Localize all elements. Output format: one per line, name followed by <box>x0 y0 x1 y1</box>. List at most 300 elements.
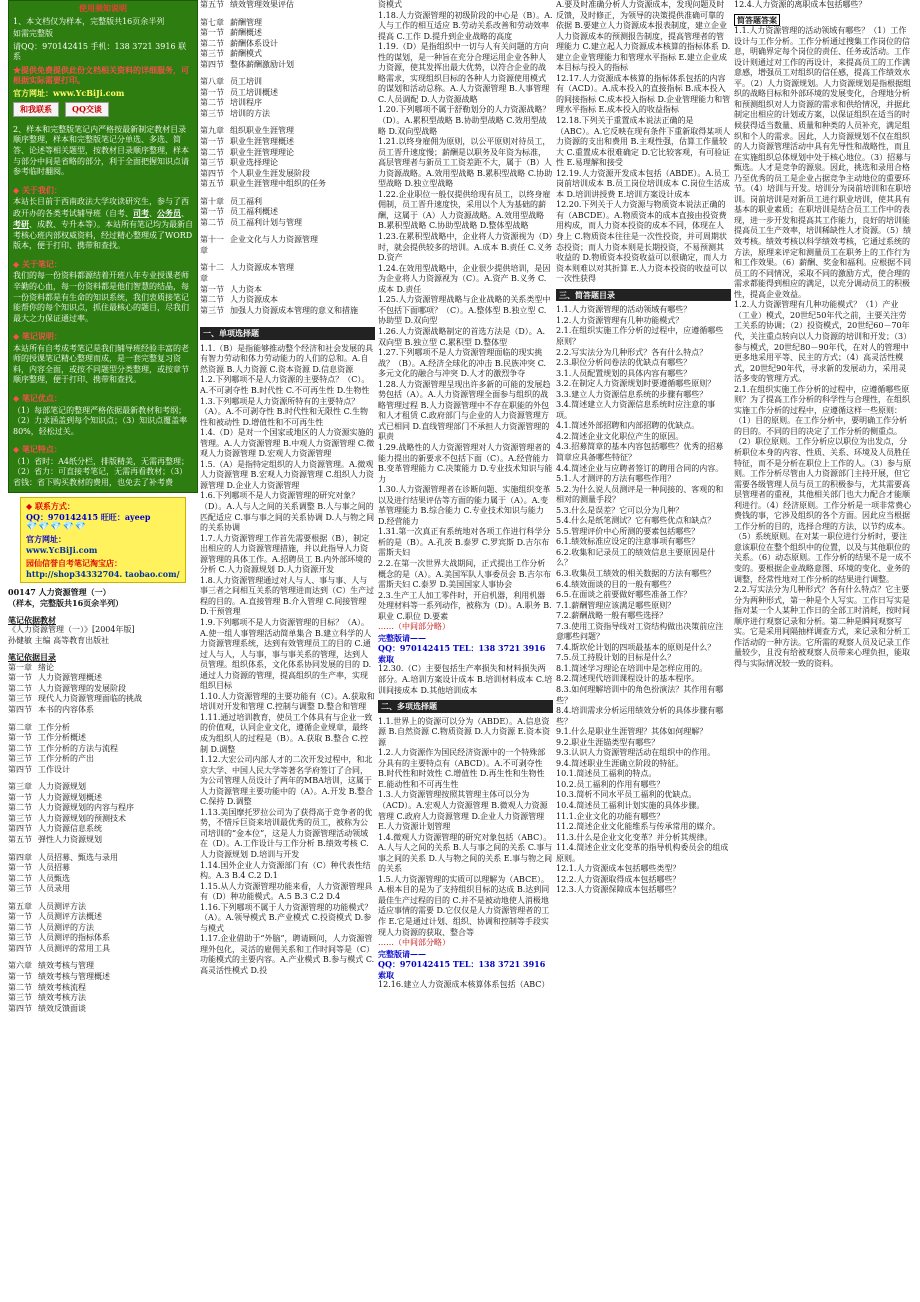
toc-title: 人力资源规划概述 <box>38 792 102 802</box>
toc-title: 人力资源管理概述 <box>38 673 102 683</box>
question-item: A.要及时准确分析人力资源成本，发现问题及时反馈，及时修正，为领导的决策提供准确可靠的依据 B.要建立人力资源成本报表制度，建立企业人力资源成本的预测报告制度，提高管理者的管理能力 C.建立起人力资源成本核算的指标体系 D.建立企业管理能力和管理水平指标 E.建立企业成本目标与投入的指标 <box>556 0 731 73</box>
toc-number: 第二节 <box>8 922 32 932</box>
toc-number: 第十二章 <box>200 263 224 284</box>
toc-title: 人力资本 <box>230 284 262 294</box>
toc-number: 第一节 <box>8 792 32 802</box>
question-item: 2.3.职位分析问卷法的优缺点有哪些？ <box>556 358 692 368</box>
question-item: 1.14.国外企业人力资源部门有（C）种代表性结构。A.3 B.4 C.2 D.1 <box>200 860 371 881</box>
toc-title: 绩效考核与管理 <box>38 961 94 971</box>
site-label: 官方网址： <box>13 87 53 98</box>
question-item: 7.3.使用工资指导线对工资结构做出决策前应注意哪些问题？ <box>556 621 724 642</box>
toc-title: 绩效考核方法 <box>38 993 86 1003</box>
question-item: 资模式 <box>378 0 402 9</box>
toc-item <box>200 295 375 306</box>
question-item: 1.12.大宏公司内部人才的二次开发过程中，和北京大学、中国人民大学等著名学府签订了合同，为公司管理人员设计了两年的MBA培训，这属于人力资源管理主要功能中的（A）。A.开发 B.整合 C.保持 D.调整 <box>200 755 374 807</box>
toc-item <box>200 60 375 71</box>
toc-number: 第二节 <box>8 683 32 693</box>
toc-title: 培训的方法 <box>230 108 270 118</box>
toc-title: 员工福利 <box>230 196 262 206</box>
toc-title: 人员招募 <box>38 863 70 873</box>
question-item: 6.2.收集和记录员工的绩效信息主要原因是什么？ <box>556 547 716 568</box>
question-item: 1.22.企业职位一般仅提供给现有员工，以终身雇佣制，员工晋升速度快，采用以个人为基础的薪酬，这属于（A）人力资源战略。A.效用型战略 B.累积型战略 C.协助型战略 D.整体型战略 <box>378 189 551 231</box>
toc-item <box>200 148 375 159</box>
question-list <box>734 0 914 11</box>
question-item: 1.28.人力资源管理呈现出许多新的可能的发展趋势包括（A）。A.人力资源管理全面参与组织的战略管理过程 B.人力资源管理中不存在职能的外包和人才租赁 C.政府部门与企业的人力资源管理方式已相同 D.直线管理部门不承担人力资源管理的职责 <box>378 379 551 442</box>
notice-box <box>8 0 198 493</box>
toc-item <box>200 49 375 60</box>
toc-item <box>8 933 198 944</box>
notes-paragraph: 我们的每一份资料都源结着开班八年专业授课老师辛勤的心血，每一份资料都是他们智慧的结晶，每一份资料都是有生命的知识系统，我们衷质接笔记能帮你的每个知识点，抓住最核心的题目，尽我们最大之力保证通过率。 <box>13 271 189 323</box>
toc-title: 人员招募、甄选与录用 <box>38 852 118 862</box>
toc-number: 第三节 <box>8 933 32 943</box>
toc-number: 第三节 <box>200 305 224 315</box>
toc-title: 工作分析 <box>38 722 70 732</box>
course-title: 00147 人力资源管理（一） <box>8 587 111 598</box>
toc-item <box>8 983 198 994</box>
question-item: 10.3.简析不同水平员工福利的优缺点。 <box>556 790 697 800</box>
site-label: 官方网址： <box>26 534 66 545</box>
section-heading: 三、简答题目录 <box>556 289 731 302</box>
toc-title: 人力资源规划 <box>38 782 86 792</box>
toc-title: 人力资源成本 <box>230 295 278 305</box>
question-item: 1.1.人力资源管理的活动领域有哪些？ <box>556 305 692 315</box>
toc-number: 第四节 <box>200 168 224 178</box>
toc-number: 第七章 <box>200 17 224 27</box>
site-link[interactable]: www.YcBiJi.com <box>26 544 98 555</box>
link-gongwuyuan[interactable]: 公务员 <box>157 207 181 218</box>
toc-number: 第三节 <box>8 993 32 1003</box>
toc-item <box>8 993 198 1004</box>
toc-item <box>8 694 198 705</box>
toc-title: 绩效考核与管理概述 <box>38 971 110 981</box>
toc-item <box>200 179 375 190</box>
toc-item <box>8 803 198 814</box>
question-item: 11.2.简述企业文化能维系与传承常用的媒介。 <box>556 822 721 832</box>
toc-item <box>200 285 375 296</box>
toc-title: 人力资源管理的发展阶段 <box>38 683 126 693</box>
question-item: 1.11.通过培训教育，使员工个体具有与企业一致的价值观，认同企业文化，遵循企业规章，最终成为组织人的过程是（B）。A.获取 B.整合 C.控制 D.调整 <box>200 712 373 754</box>
toc-item <box>8 853 198 864</box>
answer-item: 1.1.人力资源管理的活动领域有哪些？（1）工作设计与工作分析。工作分析通过搜集工作岗位的信息，明确界定每个岗位的责任、任务或活动。工作设计则通过对工作的再设计，来提高员工的工作满意感，增强员工对组织的信任感，提高工作绩效水平。（2）人力资源规划。人力资源规划是指根据组织的战略目标和外部环境的发展变化，合理地分析和预测组织对人力资源的需求和供给情况，并据此制定出相应的计划或方案，以保证组织在适当的时候获得适当数量、质量和种类的人员补充，满足组织和个人的需求。因此，人力资源规划不仅在组织的人力资源管理活动中具有先导性和战略性，而且在实施组织总体规划中处于核心地位。（3）招募与甄选。人才是竞争的源泉。因此，挑选和录用合格乃至优秀的员工是企业占据竞争主动地位的重要环节。（4）培训与开发。培训分为岗前培训和在职培训。岗前培训是对新员工进行职业培训，使其具有基本的职业素质；在职培训是结合员工工作中的表现，进一步开发和提高其工作能力，良好的培训能提高员工生产效率，培训稀缺性人才资源。（5）绩效考核。绩效考核以科学绩效考核，它通过系统的方法，原理来评定和测量员工在职务上的工作行为和工作效果。（6）薪酬、奖金和福利。应根据不同员工的不同情况，采取不同的激励方式，使合理的需求都能得到相应的满足，以充分调动员工的积极性，提高企业效益。 <box>734 26 912 299</box>
full-version-label: 完整版请—— <box>378 632 426 643</box>
toc-item <box>8 961 198 972</box>
question-item: 1.3.人力资源管理按照其管理主体可以分为（ACD）。A.宏观人力资源管理 B.微观人力资源管理 C.政府人力资源管理 D.企业人力资源管理 E.人力资源计划管理 <box>378 790 548 832</box>
toc-item <box>8 944 198 955</box>
toc-title: 人员测评的方法 <box>38 922 94 932</box>
toc-item <box>200 169 375 180</box>
toc-number: 第二节 <box>8 743 32 753</box>
toc-title: 薪酬概述 <box>230 28 262 38</box>
toc-number: 第四节 <box>8 704 32 714</box>
toc-title: 人员测评方法 <box>38 901 86 911</box>
contact-heading: ◆ 联系方式： <box>26 501 75 512</box>
question-item: 10.4.简述员工福利计划实施的具体步骤。 <box>556 801 705 811</box>
question-item: 12.16.建立人力资源成本核算体系包括（ABC） <box>378 980 550 990</box>
column-5 <box>734 0 914 1302</box>
toc-number: 第二节 <box>200 98 224 108</box>
toc-number: 第一章 <box>8 662 32 672</box>
full-version-contact: QQ：970142415 TEL：138 3721 3916 索取 <box>378 959 546 980</box>
toc-number: 第二节 <box>200 217 224 227</box>
question-item: 7.2.薪酬战略一般有哪些选择？ <box>556 611 668 621</box>
column-3 <box>378 0 553 1302</box>
question-item: 1.1.（B）是指能够推动整个经济和社会发展的具有智力劳动和体力劳动能力的人们的总和。A.自然资源 B.人力资源 C.资本资源 D.信息资源 <box>200 343 374 374</box>
toc-title: 整体薪酬激励计划 <box>230 59 294 69</box>
toc-number: 第四节 <box>8 1003 32 1013</box>
question-item: 1.31.第一次真正有系统地对各项工作进行科学分析的是（B）。A.孔茨 B.泰罗 C.罗宾斯 D.吉尔布雷斯夫妇 <box>378 527 551 558</box>
toc-title: 人员录用 <box>38 884 70 894</box>
toc-title: 职业生涯管理中组织的任务 <box>230 179 326 189</box>
toc-item <box>200 197 375 208</box>
contact-qq: QQ：970142415 旺旺：ayeep <box>26 511 151 522</box>
toc-number: 第五节 <box>200 0 224 9</box>
toc-number: 第三节 <box>200 49 224 59</box>
toc-item <box>8 765 198 776</box>
question-item: 6.3.收集员工绩效的相关数据的方法有哪些？ <box>556 568 716 578</box>
notes-paragraph: （1）每部笔记的整理严格依据最新教材和考纲；（2）力求涵盖到每个知识点；（3）知识点覆盖率80%，轻松过关。 <box>13 405 188 436</box>
omitted-marker: ……（中间部分略） <box>378 622 450 632</box>
toc-number: 第五节 <box>8 834 32 844</box>
question-item: 3.2.在制定人力资源规划时要遵循哪些原则？ <box>556 379 716 389</box>
toc-item <box>200 28 375 39</box>
toc-title: 弹性人力资源规划 <box>38 834 102 844</box>
toc-title: 员工培训 <box>230 77 262 87</box>
question-list <box>556 0 731 285</box>
section-heading: 二、多项选择题 <box>378 700 553 713</box>
toc-title: 培训程序 <box>230 98 262 108</box>
toc-item <box>8 814 198 825</box>
question-item: 1.18.人力资源管理的初级阶段的中心是（B）。A.人与工作的相互适应 B.劳动关系改善和劳动效率提高 C.工作 D.提升到企业战略的高度 <box>378 10 553 41</box>
toc-item <box>200 137 375 148</box>
notice-line: ★提供免费提供此份文档相关资料的详细服务，可根据实际需要打印。 <box>13 64 189 86</box>
section-heading: ◆ 笔记特点： <box>13 444 62 455</box>
toc-number: 第五节 <box>200 179 224 189</box>
toc-number: 第三章 <box>8 782 32 792</box>
contact-box <box>20 497 186 583</box>
question-item: 2.1.在组织实施工作分析的过程中，应遵循哪些原则？ <box>556 326 724 346</box>
toc-number: 第二节 <box>8 982 32 992</box>
question-item: 12.3.人力资源保障成本包括哪些？ <box>556 885 681 895</box>
toc-number: 第三节 <box>8 884 32 894</box>
question-item: 10.2.员工福利的作用有哪些？ <box>556 779 665 789</box>
question-item: 1.4.微观人力资源管理的研究对象包括（ABC）。A.人与人之间的关系 B.人与事之间的关系 C.事与事之间的关系 D.人与物之间的关系 E.事与物之间的关系 <box>378 832 553 874</box>
question-item: 9.1.什么是职业生涯管理？其体如何理解？ <box>556 727 708 737</box>
toc-number: 第一节 <box>8 673 32 683</box>
toc-item <box>8 884 198 895</box>
contact-logos <box>9 100 197 119</box>
question-item: 1.8.人力资源管理通过对人与人、事与事、人与事三者之间相互关系的管理进而达到（C）生产过程的目的。A.直接管理 B.介入管理 C.间接管理 D.干预管理 <box>200 575 375 617</box>
toc-number: 第四节 <box>200 59 224 69</box>
question-list <box>378 980 553 991</box>
toc-heading: 笔记依据目录 <box>8 652 56 663</box>
toc-item <box>200 77 375 88</box>
toc-title: 人力资源成本管理 <box>230 263 294 273</box>
toc-number: 第十一章 <box>200 235 224 255</box>
toc-title: 职业生涯管理理论 <box>230 147 294 157</box>
toc-number: 第二章 <box>8 722 32 732</box>
toc-title: 绩效反馈面谈 <box>38 1003 86 1013</box>
link-sikao[interactable]: 司考 <box>133 207 149 218</box>
question-item: 1.1.世界上的资源可以分为（ABDE）。A.信息资源 B.自然资源 C.物质资源 D.人力资源 E.资本资源 <box>378 716 551 747</box>
question-item: 1.23.在累积型战略中，企业将人力资源视为（D）时，就会提供较多的培训。A.成本 B.责任 C.义务 D.资产 <box>378 232 553 263</box>
diamond-rating-icon: 💎💎💎💎💎 <box>26 522 88 533</box>
question-item: 5.3.什么是误差？它可以分为几种？ <box>556 505 684 515</box>
toc-number: 第三节 <box>8 694 32 704</box>
answer-item: 1.2.人力资源管理有几种功能模式？（1）产业（工业）模式，20世纪50年代之前，主要关注劳工关系的协调；（2）投资模式，20世纪60－70年代，关注重点转向以人力资源的培训和开发；（3）参与模式，20世纪80－90年代，在对人的管理中更多地采用平等、民主的方式；（4）高灵活性模式，20世纪90年代，寻求新的发展动力，采用灵活多变的管理方式。 <box>734 300 912 384</box>
question-item: 12.30.（C）主要包括生产率损失和材料损失两部分。A.培训方案设计成本 B.培训材料成本 C.培训间接成本 D.其他培训成本 <box>378 664 553 695</box>
toc-item <box>200 88 375 99</box>
notice-line: 请QQ：970142415 手机：138 3721 3916 联系 <box>13 41 187 62</box>
question-item: 11.1.企业文化的功能有哪些？ <box>556 811 665 821</box>
question-item: 8.2.简述现代培训课程设计的基本程序。 <box>556 674 700 684</box>
toc-number: 第五章 <box>8 901 32 911</box>
toc-number: 第一节 <box>200 284 224 294</box>
toc-item <box>8 782 198 793</box>
question-item: 9.4.简述职业生涯确立阶段的特征。 <box>556 758 684 768</box>
question-item: 1.5.（A）是指特定组织的人力资源管理。A.微观人力资源管理 B.宏观人力资源管理 C.组织人力资源管理 D.企业人力资源管理 <box>200 459 374 490</box>
toc-item <box>8 912 198 923</box>
toc-number: 第三节 <box>8 754 32 764</box>
question-item: 3.1.人员配置规划的具体内容有哪些？ <box>556 368 692 378</box>
question-item: 9.3.认识人力资源管理活动在组织中的作用。 <box>556 748 716 758</box>
question-item: 1.25.人力资源管理战略与企业战略的关系类型中不包括下面哪项？（C）。A.整体型 B.独立型 C.协助型 D.双向型 <box>378 295 551 326</box>
basis-heading: 笔记依据教材 <box>8 614 56 625</box>
toc-title: 本书的内容体系 <box>38 704 94 714</box>
toc-item <box>200 158 375 169</box>
notes-paragraph: （1）省时：A4纸分栏，排版精美，无需再整理；（2）省力：可直接考笔记，无需再看教材；（3）省钱：省下购买教材的费用，也免去了补考费 <box>13 456 189 487</box>
contact-me-button[interactable]: 和我联系 <box>13 102 59 117</box>
toc-number: 第二节 <box>200 147 224 157</box>
toc-title: 人力资源规划的预测技术 <box>38 813 126 823</box>
basis-line: 《人力资源管理（一）》[2004年版] <box>8 625 135 635</box>
toc-item <box>200 0 375 11</box>
toc-title: 薪酬管理 <box>230 17 262 27</box>
question-item: 1.6.下列哪项不是人力资源管理的研究对象？（D）。A.人与人之间的关系调整 B.人与事之间的匹配适应 C.事与事之间的关系协调 D.人与物之间的关系协调 <box>200 491 375 533</box>
notes-paragraph: 本站所有自考成考笔记是我们辅导班经验丰富的老师的授课笔记精心整理而成，是一套完整复习资料，内容全面，或按不同题型分类整理，或按章节顺序整理，便于打印、携带和查找。 <box>13 343 189 385</box>
section-heading: 简答题答案 <box>734 14 780 27</box>
omitted-marker: ……（中间部分略） <box>378 938 450 948</box>
section-heading: 一、单项选择题 <box>200 327 375 340</box>
site-link[interactable]: www.YcBiJi.com <box>53 87 125 98</box>
question-item: 1.5.人力资源管理的实质可以理解为（ABCE）。A.根本目的是为了支持组织目标的达成 B.达到同最佳生产过程的目的 C.并不是被动地使人消极地适应事情的需要 D.它仅仅是人力资源管理者的工作 E.它是通过计划、组织、协调和控制等手段实现人力资源的获取、整合等 <box>378 874 550 937</box>
toc-item <box>8 673 198 684</box>
question-item: 11.4.简述企业文化变革的指导机构委员会的组成原则。 <box>556 843 729 863</box>
question-item: 1.26.人力资源战略制定的首选方法是（D）。A.双向型 B.独立型 C.累积型 D.整体型 <box>378 326 546 347</box>
question-item: 5.2.为什么说人员测评是一种间接的、客观的和相对的测量手段？ <box>556 484 724 505</box>
question-item: 8.3.如何理解培训中的角色扮演法？其作用有哪些？ <box>556 685 724 705</box>
toc-title: 人力资源规划的内容与程序 <box>38 803 134 813</box>
toc-number: 第十章 <box>200 196 224 206</box>
toc-item <box>200 263 375 284</box>
toc-item <box>8 824 198 835</box>
question-list <box>378 717 553 938</box>
question-item: 2.2.写实法分为几种形式？各有什么特点？ <box>556 347 708 357</box>
question-item: 1.2.人力资源管理有几种功能模式？ <box>556 315 684 325</box>
column-1 <box>8 0 198 1302</box>
section-heading: ◆ 关于笔记： <box>13 258 62 269</box>
toc-title: 工作分析的产出 <box>38 754 94 764</box>
toc-number: 第一节 <box>200 87 224 97</box>
question-list <box>200 344 375 977</box>
question-item: 7.1.薪酬管理应该满足哪些原则？ <box>556 600 676 610</box>
toc-title: 人员甄选 <box>38 873 70 883</box>
course-subtitle: （样本，完整版共16页余半列） <box>8 598 124 609</box>
link-kaoyan[interactable]: 考研 <box>13 219 29 230</box>
question-item: 10.1.简述员工福利的特点。 <box>556 769 657 779</box>
toc-title: 工作分析的方法与流程 <box>38 743 118 753</box>
toc-item <box>200 235 375 256</box>
question-item: 1.24.在效用型战略中，企业很少提供培训，是因为企业将人力资源视为（C）。A.资产 B.义务 C.成本 D.责任 <box>378 263 551 294</box>
toc-number: 第四章 <box>8 852 32 862</box>
section-heading: ◆ 笔记优点： <box>13 392 62 403</box>
toc-title: 个人职业生涯发展阶段 <box>230 168 310 178</box>
toc-title: 薪酬模式 <box>230 49 262 59</box>
question-item: 12.20.下列关于人力资源与物质资本说法正确的有（ABCDE）。A.物质资本的成本直接由投资费用构成，而人力资本投资的成本不同，体现在人身上 C.物质资本往往是一次性投资，并可周期状态投资；而人力资本则是长期投资，不易预测其收益的 D.物质资本投资收益可以很确定，而人力资本则难以对其折算 E.人力资本投资的收益可以一次性获得 <box>556 200 728 284</box>
question-item: 2.2.在第一次世界大战期间，正式提出工作分析概念的是（A）。A.美国军队人事委员会 B.吉尔布雷斯夫妇 C.泰罗 D.美国国家人事协会 <box>378 558 552 590</box>
question-item: 5.4.什么是纸笔测试？它有哪些优点和缺点？ <box>556 516 716 526</box>
toc-title: 工作设计 <box>38 764 70 774</box>
toc-number: 第一节 <box>200 207 224 217</box>
question-item: 12.18.下列关于重置成本说法正确的是（ABC）。A.它反映在现有条件下重新取得某项人力资源的支出和费用 B.主观性强，估算工作量较大 C.重置成本很难确定 D.它比较客观，有可验证性 E.易理解和接受 <box>556 116 731 168</box>
toc-number: 第四节 <box>8 824 32 834</box>
toc-item <box>200 126 375 137</box>
question-item: 7.4.斯坎伦计划的四项最基本的原则是什么？ <box>556 642 716 652</box>
question-item: 4.2.简述企业文化职位产生的原因。 <box>556 431 684 441</box>
full-version-label: 完整版请—— <box>378 948 426 959</box>
toc-number: 第三节 <box>8 813 32 823</box>
question-item: 11.3.什么是企业文化变革？并分析其规律。 <box>556 832 713 842</box>
section-heading: ◆ 笔记说明： <box>13 331 62 342</box>
question-item: 1.4.（D）是对一个国家或地区的人力资源实施的管理。A.人力资源管理 B.中观人力资源管理 C.微观人力资源管理 D.宏观人力资源管理 <box>200 428 375 459</box>
toc-item <box>8 723 198 734</box>
toc-title: 职业选择理论 <box>230 158 278 168</box>
question-item: 1.15.从人力资源管理功能来看，人力资源管理具有（D）种功能模式。A.5 B.3 C.2 D.4 <box>200 881 373 902</box>
toc-item <box>8 663 198 674</box>
question-item: 12.1.人力资源成本包括哪些类型？ <box>556 864 681 874</box>
toc-number: 第一节 <box>8 863 32 873</box>
question-item: 1.17.企业借助于“外脑”，聘请顾问，人力资源管理外包化，灵活的雇佣关系和工作时间等是（C）功能模式的主要内容。A.产业模式 B.参与模式 C.高灵活性模式 D.投 <box>200 934 375 976</box>
answer-item: 2.2.写实法分为几种形式？各有什么特点？它主要分为两种形式，第一种是个人写实。工作日写实是指对某一个人某种工作日的全部工时消耗，按时间顺序进行观察记录和分析。第二种是瞬间观察写实。它是采用间隔抽样调查方式，来记录和分析工作活动的一种方法。它所需的观察人员及记录工作量较少，且没有给被观察人员带来心理负担，能取得与实际情况较一致的资料。 <box>734 585 910 668</box>
shop-label: 园仙信誉自考笔记淘宝店： <box>26 558 122 569</box>
toc-item <box>8 705 198 716</box>
question-list <box>378 664 553 696</box>
column-2 <box>200 0 375 1302</box>
toc-item <box>8 754 198 765</box>
toc-title: 人员测评的常用工具 <box>38 943 110 953</box>
toc-item <box>8 923 198 934</box>
question-item: 1.7.人力资源管理工作首先需要根据（B），制定出相应的人力资源管理措施，并以此指导人力资源管理的具体工作。A.招聘员工 B.内外部环境的分析 C.人力资源规划 D.人力资源开发 <box>200 533 372 575</box>
question-item: 1.3.下列哪项是人力资源所特有的主要特点？（A）。A.不可剥夺性 B.时代性和无限性 C.生物性和被动性 D.增值性和不可再生性 <box>200 396 368 427</box>
toc-item <box>200 109 375 120</box>
toc-item <box>200 98 375 109</box>
question-item: 1.20.下列哪项不属于舒勒划分的人力资源战略？（D）。A.累积型战略 B.协助型战略 C.效用型战略 D.双向型战略 <box>378 105 551 136</box>
answer-item: 2.1.在组织实施工作分析的过程中，应遵循哪些原则？为了提高工作分析的科学性与合理性，在组织实施工作分析的过程中，应遵循这样一些原则：（1）目的原则。在工作分析中，要明确工作分析的目的。不同的目的决定了工作分析的侧重点。（2）职位原则。工作分析应以职位为出发点，分析职位本身的内容、性质、关系、环境及人员胜任特征，而不是分析在职位上工作的人。（3）参与原则。工作分析尽管由人力资源部门主持开展，但它需要各级管理人员与员工的积极参与，尤其需要高层管理者的重视，其他相关部门也大力配合才能顺利进行。（4）经济原则。工作分析是一项非常费心费钱的事，它涉及组织的各个方面。因此应当根据工作分析的目的，选择合理的方法，以节约成本。（5）系统原则。在对某一职位进行分析时，要注意该职位在整个组织中的位置，以及与其他职位的关系。（6）动态原则。工作分析的结果不是一成不变的。要根据企业战略意图、环境的变化、业务的调整，经常性地对工作分析的结果进行调整。 <box>734 384 912 584</box>
toc-title: 企业文化与人力资源管理 <box>230 235 318 245</box>
question-item: 3.4.简述建立人力资源信息系统时应注意的事项。 <box>556 400 716 420</box>
question-item: 1.10.人力资源管理的主要功能有（C）。A.获取和培训对开发和管理 C.控制与调整 D.整合和管理 <box>200 691 375 712</box>
toc-item <box>200 218 375 229</box>
toc-title: 薪酬体系设计 <box>230 38 278 48</box>
toc-number: 第三节 <box>200 158 224 168</box>
answer-list <box>734 26 914 669</box>
toc-item <box>8 874 198 885</box>
toc-item <box>200 18 375 29</box>
toc-item <box>8 793 198 804</box>
toc-title: 人力资源信息系统 <box>38 824 102 834</box>
toc-list <box>8 663 198 1014</box>
question-item: 1.16.下列哪项不属于人力资源管理的功能模式？（A）。A.领导模式 B.产业模式 C.投资模式 D.参与模式 <box>200 902 373 933</box>
question-item: 12.2.人力资源取得成本包括哪些？ <box>556 874 681 884</box>
question-item: 5.5.管理评价中心所测的要素包括哪些？ <box>556 526 700 536</box>
shop-link[interactable]: http://shop34332704. taobao.com/ <box>26 568 180 579</box>
toc-number: 第六章 <box>8 961 32 971</box>
toc-item <box>200 306 375 317</box>
toc-number: 第三节 <box>200 108 224 118</box>
toc-title: 员工福利概述 <box>230 207 278 217</box>
toc-item <box>8 863 198 874</box>
toc-item <box>8 744 198 755</box>
toc-item <box>8 902 198 913</box>
about-paragraph: 本站长目前于西南政法大学攻读研究生，参与了西政开办的各类考试辅导班（自考、司考、公务员、考研、成教、专升本等）。本站所有笔记均为最新自考核心班内部权威资料，经过精心整理成了WORD版本，便于打印、携带和查找。 <box>13 197 193 251</box>
toc-title: 员工培训概述 <box>230 87 278 97</box>
question-item: 1.30.人力资源管理者在诊断问题、实施组织变革以及进行结果评估等方面的能力属于（A）。A.变革管理能力 B.综合能力 C.专业技术知识与能力 D.经营能力 <box>378 485 551 526</box>
question-item: 1.19.（D）是指组织中一切与人有关问题的方向性的谋划，是一种旨在充分合理运用企业各种人力资源，使其发挥出最大优势，以符合企业的战略需求，实现组织目标的各种人力资源使用模式的谋划和活动总称。A.人力资源管理 B.人事管理 C.人员调配 D.人力资源战略 <box>378 42 550 104</box>
toc-number: 第一节 <box>8 912 32 922</box>
toc-item <box>8 1004 198 1015</box>
question-item: 1.29.战略性的人力资源管理对人力资源管理者的能力提出的新要求不包括下面（C）。A.经营能力 B.变革管理能力 C.决策能力 D.专业技术知识与能力 <box>378 442 553 484</box>
question-item: 1.9.下列哪项不是人力资源管理的目标？（A）。A.使一组人事管理活动简单集合 B.建立科学的人力资源管理系统，达到有效管理员工的目的 C.通过人与人，人与事，事与事关系的管理，达到人员管理。组织体系，文化体系协同发展的目的 D.通过人力资源的管理，提高组织的生产率，实现组织目标 <box>200 617 372 691</box>
toc-number: 第二节 <box>8 873 32 883</box>
toc-item <box>200 39 375 50</box>
toc-number: 第一节 <box>8 971 32 981</box>
toc-item <box>200 207 375 218</box>
toc-number: 第二节 <box>200 295 224 305</box>
question-item: 6.4.绩效面谈的目的一般有哪些？ <box>556 579 676 589</box>
question-item: 9.2.职业生涯锚类型有哪些？ <box>556 737 660 747</box>
toc-title: 绩效考核流程 <box>38 982 86 992</box>
question-item: 3.3.建立人力资源信息系统的步骤有哪些？ <box>556 389 708 399</box>
toc-number: 第二节 <box>200 38 224 48</box>
qq-chat-button[interactable]: QQ交谈 <box>65 102 109 117</box>
question-item: 1.2.下列哪项不是人力资源的主要特点？（C）。A.不可剥夺性 B.时代性 C.不可再生性 D.生物性 <box>200 375 370 395</box>
toc-number: 第九章 <box>200 126 224 136</box>
question-item: 12.17.人力资源成本核算的指标体系包括的内容有（ACD）。A.成本投入的直接指标 B.成本投入的间接指标 C.成本投入指标 D.企业管理能力和管理水平指标 E.成本投入的收益指标 <box>556 73 731 115</box>
toc-title: 人员测评的指标体系 <box>38 933 110 943</box>
question-item: 4.4.简述企业与应聘者签订的聘用合同的内容。 <box>556 463 724 473</box>
question-item: 12.4.人力资源的离职成本包括哪些？ <box>734 0 867 9</box>
notice-line: 1、本文档仅为样本，完整版共16页余半列 <box>13 16 165 26</box>
question-item: 12.19.人力资源开发成本包括（ABDE）。A.员工岗前培训成本 B.员工岗位培训成本 C.岗位生活成本 D.培训讲授费 E.培训方案设计成本 <box>556 168 730 199</box>
question-list <box>556 305 731 896</box>
notice-header: 使用须知说明 <box>79 3 127 13</box>
toc-number: 第一节 <box>200 137 224 147</box>
toc-number: 第一节 <box>200 28 224 38</box>
toc-title: 绪论 <box>38 662 54 672</box>
question-item: 8.1.简述学习理论在培训中是怎样应用的。 <box>556 663 708 673</box>
question-item: 1.2.人力资源作为国民经济资源中的一个特殊部分具有的主要特点有（ABCD）。A.不可剥夺性 B.时代性和时效性 C.增值性 D.再生性和生物性 E.能动性和不可再生性 <box>378 748 546 789</box>
toc-number: 第二节 <box>8 803 32 813</box>
question-item: 4.3.招募简章的基本内容包括哪些？优秀的招募简章应具备哪些特征？ <box>556 442 724 462</box>
toc-number: 第八章 <box>200 77 224 87</box>
question-item: 8.4.培训需求分析运用绩效分析的具体步骤有哪些？ <box>556 706 724 726</box>
question-item: 1.27.下列哪项不是人力资源管理面临的现实挑战？（B）。A.经济全球化的冲击 B.民族冲突 C.多元文化的融合与冲突 D.人才的激烈争夺 <box>378 348 547 379</box>
toc-item <box>8 972 198 983</box>
question-item: 1.13.美国摩托罗拉公司为了获得高于竞争者的优势，不惜斥巨资来培训最优秀的员工，被称为公司培训的“金本位”，这是人力资源管理活动领域在（D）。A.工作设计与工作分析 B.绩效考核 C.人力资源规划 D.培训与开发 <box>200 807 373 860</box>
question-item: 6.1.绩效标准应设定的注意事项有哪些？ <box>556 537 700 547</box>
toc-item <box>8 684 198 695</box>
question-item: 1.21.以终身雇佣为原则，以公平原则对待员工，员工晋升速度慢；薪酬是以职务及年资为标准，高层管理者与新员工工资差距不大，属于（B）人力资源战略。A.效用型战略 B.累积型战略 C.协助型战略 D.独立型战略 <box>378 137 553 189</box>
notice-line: 2、样本和完整版笔记内严格按最新制定教材目录顺序整理，样本和完整版笔记分单选、多选、简答、论述等相关题型，按教材目录顺序整理，样本与部分中间是省略的部分，利于全面把握知识点请参考临时翻阅。 <box>13 124 189 177</box>
